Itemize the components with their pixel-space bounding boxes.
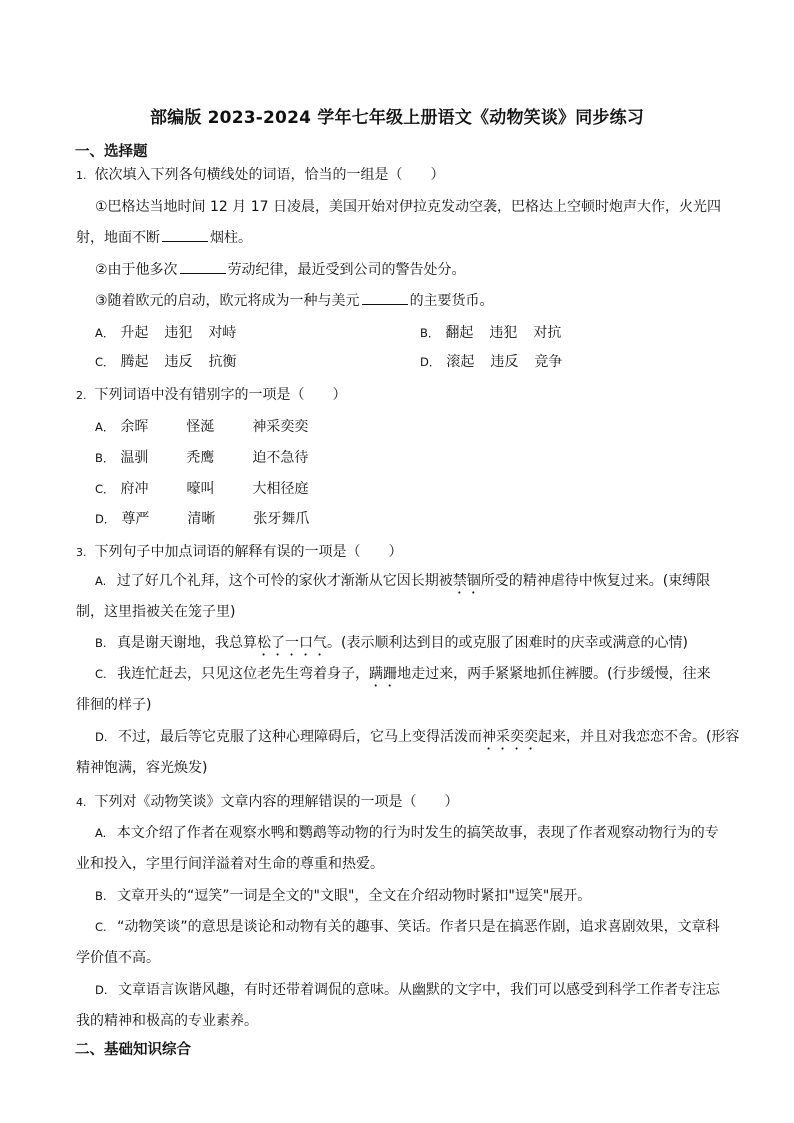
- option-letter: A.: [95, 574, 107, 588]
- option-word: 竞争: [534, 354, 563, 370]
- question-number: 2.: [76, 389, 87, 402]
- option-word: 翻起: [445, 325, 474, 341]
- option-letter: D．: [95, 512, 116, 526]
- q4-option-b[interactable]: [95, 885, 591, 905]
- q3-option-a[interactable]: [95, 570, 710, 597]
- question-stem: 下列句子中加点词语的解释有误的一项是（ ）: [94, 544, 403, 560]
- q2-option-d[interactable]: [95, 508, 309, 528]
- text-segment: 地走过来，两手紧紧地抓住裤腰。(行步缓慢，往来: [397, 666, 711, 682]
- q4-option-d[interactable]: [95, 979, 720, 999]
- question-3: [76, 541, 403, 561]
- option-word: 清晰: [187, 511, 216, 527]
- option-letter: A.: [95, 826, 107, 840]
- section-heading-choice: 一、选择题: [75, 144, 148, 160]
- q4-option-c-cont: 学价值不高。: [76, 950, 160, 966]
- question-stem: 下列对《动物笑谈》文章内容的理解错误的一项是（ ）: [94, 794, 459, 810]
- text-segment: 本文介绍了作者在观察水鸭和鹦鹉等动物的行为时发生的搞笑故事，表现了作者观察动物行为的专: [116, 825, 719, 841]
- option-letter: D.: [95, 730, 108, 744]
- option-word: 违反: [164, 354, 193, 370]
- text-segment: 文章语言诙谐风趣，有时还带着调侃的意味。从幽默的文字中，我们可以感受到科学工作者专注忘: [117, 982, 720, 998]
- text-segment: 射，地面不断: [76, 230, 160, 246]
- dotted-word: 禁锢: [452, 573, 481, 589]
- option-word: 违反: [490, 354, 519, 370]
- option-word: 对峙: [208, 325, 237, 341]
- q3-option-c[interactable]: [95, 663, 711, 690]
- option-word: 温驯: [120, 450, 149, 466]
- option-word: 府冲: [120, 481, 149, 497]
- text-segment: 劳动纪律，最近受到公司的警告处分。: [227, 262, 466, 278]
- document-title: 部编版 2023-2024 学年七年级上册语文《动物笑谈》同步练习: [149, 108, 645, 128]
- option-letter: D.: [95, 983, 108, 997]
- fill-blank: [162, 229, 208, 242]
- question-1: [76, 164, 445, 184]
- text-segment: ②由于他多次: [95, 262, 178, 278]
- q2-option-a[interactable]: [95, 416, 308, 436]
- option-word: 嚎叫: [186, 481, 215, 497]
- q1-option-c[interactable]: [95, 351, 237, 371]
- option-word: 对抗: [533, 325, 562, 341]
- q3-option-d[interactable]: [95, 726, 739, 753]
- option-letter: B.: [95, 636, 107, 650]
- text-segment: 起来，并且对我恋恋不舍。(形容: [537, 729, 740, 745]
- option-letter: B.: [95, 889, 107, 903]
- q1-sentence-1-cont: [76, 227, 252, 247]
- question-stem: 依次填入下列各句横线处的词语，恰当的一组是（ ）: [94, 167, 445, 183]
- option-word: 余晖: [120, 419, 149, 435]
- option-word: 违犯: [164, 325, 193, 341]
- option-letter: B．: [420, 326, 440, 340]
- option-letter: B．: [95, 451, 115, 465]
- q1-option-d[interactable]: [420, 351, 562, 371]
- text-segment: 不过，最后等它克服了这种心理障碍后，它马上变得活泼而: [117, 729, 482, 745]
- q3-option-d-cont: 精神饱满，容光焕发): [76, 760, 208, 776]
- q3-option-b[interactable]: [95, 632, 688, 659]
- q4-option-d-cont: 我的精神和极高的专业素养。: [76, 1013, 258, 1029]
- option-word: 腾起: [120, 354, 149, 370]
- text-segment: “动物笑谈”的意思是谈论和动物有关的趣事、笑话。作者只是在搞恶作剧，追求喜剧效果，文章科: [117, 919, 720, 935]
- option-letter: C.: [95, 667, 107, 681]
- section-heading-basics: 二、基础知识综合: [75, 1042, 191, 1058]
- q3-option-a-cont: 制，这里指被关在笼子里): [76, 604, 236, 620]
- fill-blank: [362, 292, 408, 305]
- q2-option-b[interactable]: [95, 447, 308, 467]
- text-segment: 烟柱。: [210, 230, 252, 246]
- question-stem: 下列词语中没有错别字的一项是（ ）: [94, 387, 347, 403]
- text-segment: 真是谢天谢地，我总算: [117, 635, 257, 651]
- text-segment: 所受的精神虐待中恢复过来。(束缚限: [480, 573, 711, 589]
- text-segment: 过了好几个礼拜，这个可怜的家伙才渐渐从它因长期被: [116, 573, 453, 589]
- text-segment: 文章开头的“逗笑”一词是全文的"文眼"，全文在介绍动物时紧扣"逗笑"展开。: [117, 888, 592, 904]
- question-number: 3.: [76, 546, 87, 559]
- q1-sentence-1: ①巴格达当地时间 12 月 17 日凌晨，美国开始对伊拉克发动空袭，巴格达上空顿时炮声大作，火光四: [95, 199, 721, 215]
- dotted-word: 神采奕奕: [481, 729, 538, 745]
- q4-option-a-cont: 业和投入，字里行间洋溢着对生命的尊重和热爱。: [76, 856, 384, 872]
- option-letter: C．: [95, 482, 115, 496]
- q1-option-a[interactable]: [95, 322, 236, 342]
- fill-blank: [180, 261, 226, 274]
- text-segment: ③随着欧元的启动，欧元将成为一种与美元: [95, 293, 360, 309]
- option-word: 张牙舞爪: [253, 511, 310, 527]
- option-word: 抗衡: [208, 354, 237, 370]
- option-letter: C.: [95, 920, 107, 934]
- dotted-word: 松了一口气: [257, 635, 327, 651]
- question-4: [76, 791, 459, 811]
- option-letter: A．: [95, 420, 115, 434]
- option-word: 秃鹰: [186, 450, 215, 466]
- option-letter: A．: [95, 326, 115, 340]
- option-word: 升起: [120, 325, 149, 341]
- option-word: 怪涎: [186, 419, 215, 435]
- question-2: [76, 384, 347, 404]
- q1-sentence-3: [95, 290, 494, 310]
- option-word: 滚起: [446, 354, 475, 370]
- q3-option-c-cont: 徘徊的样子): [76, 697, 152, 713]
- option-word: 大相径庭: [252, 481, 309, 497]
- q1-option-b[interactable]: [420, 322, 561, 342]
- q1-sentence-2: [95, 259, 466, 279]
- option-letter: D．: [420, 355, 441, 369]
- option-word: 违犯: [489, 325, 518, 341]
- option-word: 神采奕奕: [252, 419, 309, 435]
- q2-option-c[interactable]: [95, 478, 309, 498]
- dotted-word: 蹒跚: [369, 666, 398, 682]
- question-number: 1.: [76, 169, 87, 182]
- text-segment: 。(表示顺利达到目的或克服了困难时的庆幸或满意的心情): [327, 635, 688, 651]
- q4-option-c[interactable]: [95, 916, 720, 936]
- text-segment: 的主要货币。: [409, 293, 494, 309]
- option-word: 迫不急待: [252, 450, 309, 466]
- option-word: 尊严: [121, 511, 150, 527]
- question-number: 4.: [76, 796, 87, 809]
- q4-option-a[interactable]: [95, 822, 719, 842]
- option-letter: C．: [95, 355, 115, 369]
- text-segment: 我连忙赶去，只见这位老先生弯着身子，: [117, 666, 370, 682]
